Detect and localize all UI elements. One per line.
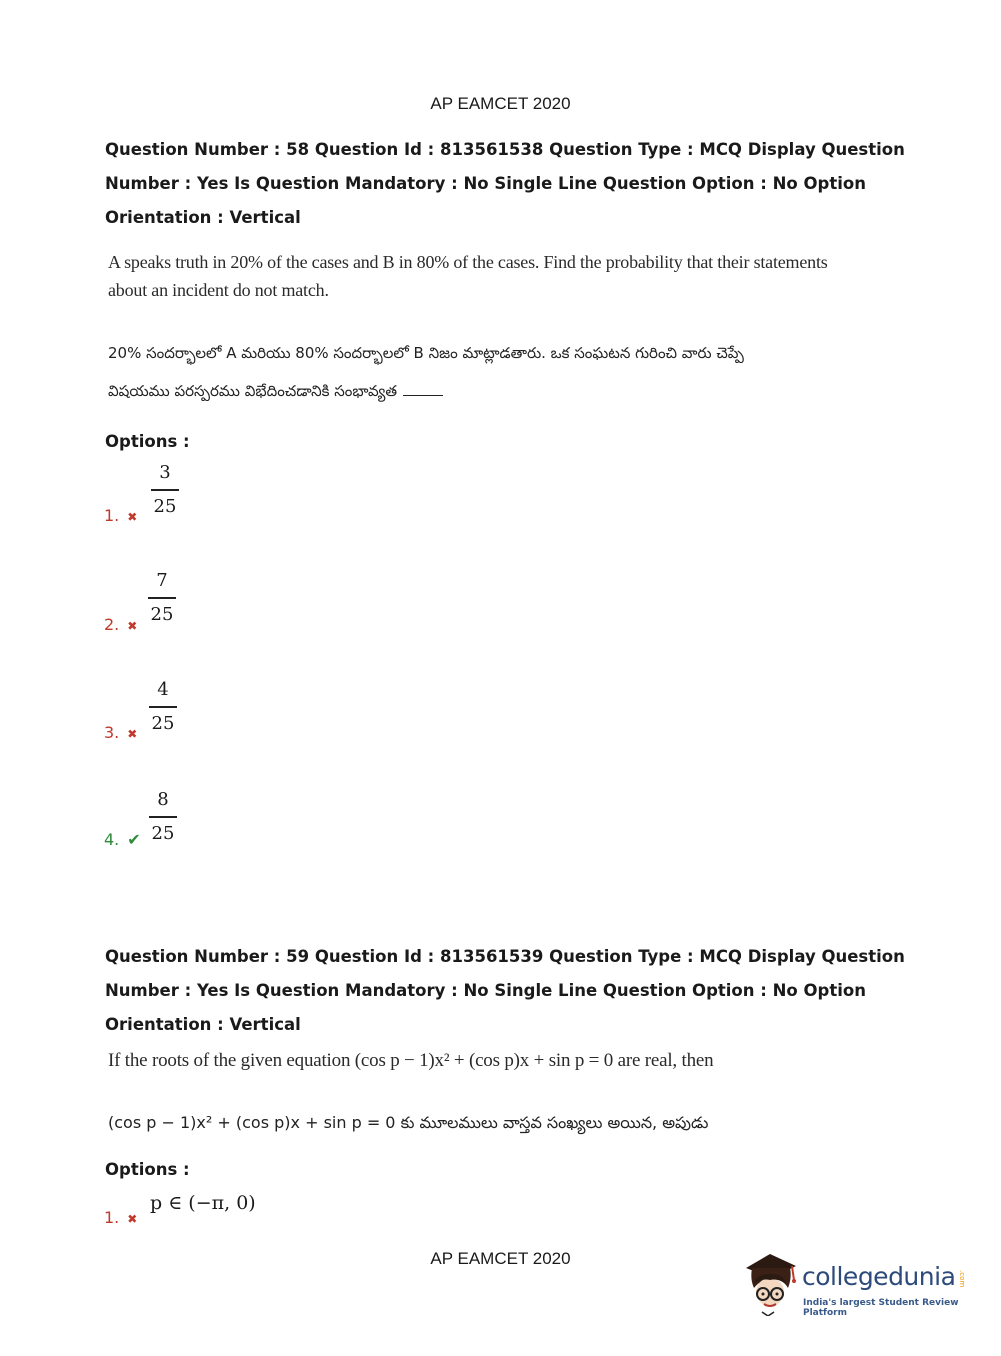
q58-question-telugu-line-2-text: విషయము పరస్పరము విభేదించడానికి సంభావ్యత: [108, 382, 397, 400]
q58-meta-line-2: Number : Yes Is Question Mandatory : No Single Line Question Option : No Option: [105, 174, 866, 193]
logo-wordmark: collegedunia: [802, 1262, 956, 1291]
logo-suffix: .com: [958, 1270, 966, 1288]
q58-meta-line-3: Orientation : Vertical: [105, 208, 301, 227]
q58-meta-line-1: Question Number : 58 Question Id : 813561538 Question Type : MCQ Display Question: [105, 140, 905, 159]
q58-option-3-fraction: [143, 677, 183, 737]
fraction-bar: [149, 706, 177, 708]
q58-question-telugu: [108, 334, 744, 410]
denominator: 25: [153, 495, 177, 517]
denominator: 25: [151, 822, 175, 844]
numerator: 7: [156, 570, 168, 591]
q58-meta: [105, 133, 905, 235]
page-header: AP EAMCET 2020: [430, 94, 571, 113]
q58-option-4-fraction: [143, 787, 183, 847]
q59-option-1-index: 1.: [104, 1208, 120, 1227]
q58-option-4-index: 4.: [104, 830, 120, 849]
cross-icon: ✖: [127, 1212, 138, 1226]
q58-option-1-fraction: [145, 460, 185, 520]
answer-blank: [403, 395, 443, 396]
q59-meta-line-3: Orientation : Vertical: [105, 1015, 301, 1034]
page-footer: AP EAMCET 2020: [430, 1249, 571, 1268]
q59-options-label: Options :: [105, 1160, 190, 1179]
q58-option-1-number: [104, 506, 137, 525]
numerator: 3: [159, 462, 171, 483]
fraction-bar: [148, 597, 176, 599]
q59-meta: [105, 940, 905, 1042]
q58-option-1-index: 1.: [104, 506, 120, 525]
q59-option-1-number: [104, 1208, 137, 1227]
fraction-bar: [151, 489, 179, 491]
q58-options-label: Options :: [105, 432, 190, 451]
fraction-bar: [149, 816, 177, 818]
logo-tagline: India's largest Student Review Platform: [803, 1298, 959, 1318]
q59-question-telugu: (cos p − 1)x² + (cos p)x + sin p = 0 కు మూలములు వాస్తవ సంఖ్యలు అయిన, అపుడు: [108, 1113, 709, 1132]
check-icon: ✔: [127, 830, 141, 849]
q58-question-telugu-line-2: [108, 372, 744, 410]
q58-option-3-number: [104, 723, 137, 742]
q59-option-1-value: p ∈ (−π, 0): [150, 1192, 256, 1214]
q58-option-2-fraction: [142, 568, 182, 628]
q58-option-3-index: 3.: [104, 723, 120, 742]
q58-question-english-line-2: about an incident do not match.: [108, 280, 329, 300]
q58-option-2-number: [104, 615, 137, 634]
q58-question-english-line-1: A speaks truth in 20% of the cases and B in 80% of the cases. Find the probability that their statements: [108, 252, 828, 272]
q59-question-english: If the roots of the given equation (cos p − 1)x² + (cos p)x + sin p = 0 are real, then: [108, 1050, 714, 1071]
mascot-icon: [742, 1248, 800, 1316]
q59-meta-line-2: Number : Yes Is Question Mandatory : No Single Line Question Option : No Option: [105, 981, 866, 1000]
numerator: 8: [157, 789, 169, 810]
q58-question-english: [108, 248, 828, 304]
cross-icon: ✖: [127, 510, 138, 524]
numerator: 4: [157, 679, 169, 700]
denominator: 25: [150, 603, 174, 625]
denominator: 25: [151, 712, 175, 734]
cross-icon: ✖: [127, 727, 138, 741]
q58-option-2-index: 2.: [104, 615, 120, 634]
q58-question-telugu-line-1: 20% సందర్భాలలో A మరియు 80% సందర్భాలలో B నిజం మాట్లాడతారు. ఒక సంఘటన గురించి వారు చెప్పే: [108, 344, 744, 362]
q59-meta-line-1: Question Number : 59 Question Id : 813561539 Question Type : MCQ Display Question: [105, 947, 905, 966]
cross-icon: ✖: [127, 619, 138, 633]
q58-option-4-number: [104, 830, 141, 849]
